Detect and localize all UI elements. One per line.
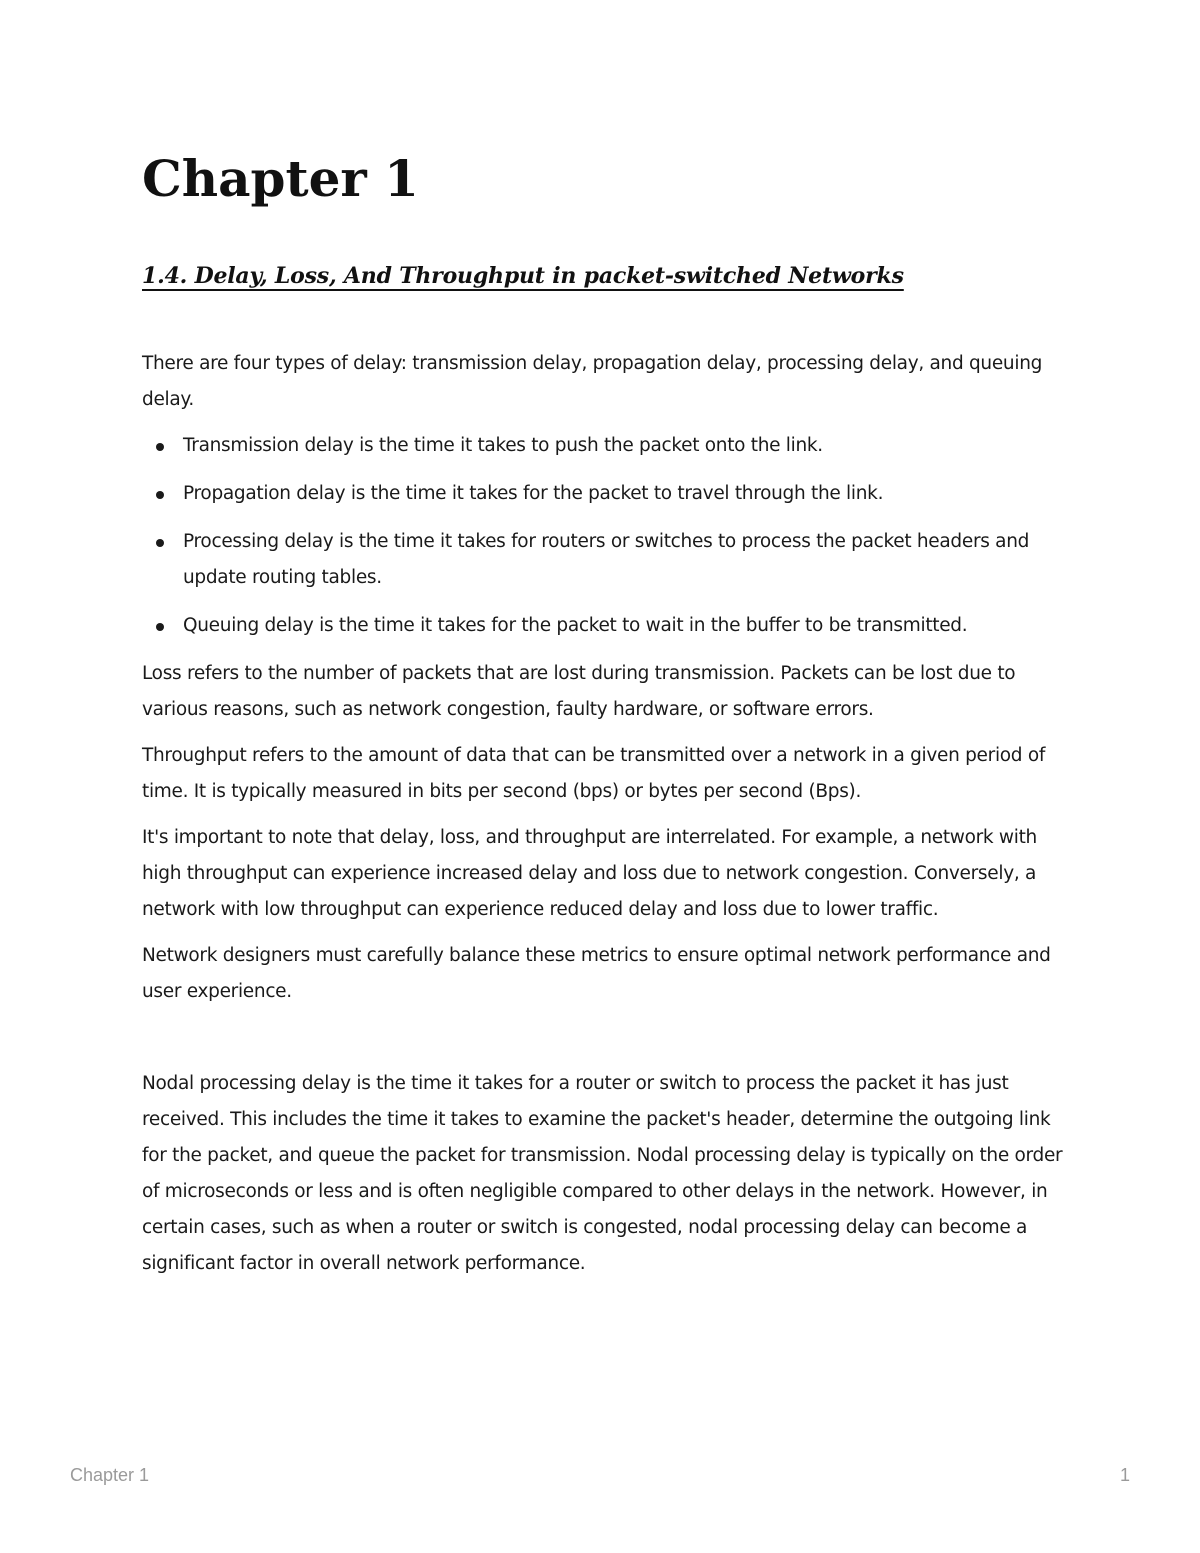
throughput-paragraph: Throughput refers to the amount of data that can be transmitted over a network in a given period of time. It is typically measured in bits per second (bps) or bytes per second (Bps). [142,745,1046,802]
list-item-text: Queuing delay is the time it takes for the packet to wait in the buffer to be transmitted. [183,615,968,636]
bullet-icon [156,539,164,547]
page-content [142,140,1067,1282]
bullet-icon [156,623,164,631]
loss-paragraph: Loss refers to the number of packets that are lost during transmission. Packets can be lost due to various reasons, such as network congestion, faulty hardware, or software errors. [142,663,1016,720]
list-item [142,524,1067,596]
intro-paragraph: There are four types of delay: transmission delay, propagation delay, processing delay, and queuing delay. [142,353,1043,410]
nodal-delay-paragraph: Nodal processing delay is the time it takes for a router or switch to process the packet it has just received. This includes the time it takes to examine the packet's header, determine the outgoing link for the packet, and queue the packet for transmission. Nodal processing delay is typically on the order of microseconds or less and is often negligible compared to other delays in the network. However, in certain cases, such as when a router or switch is congested, nodal processing delay can become a significant factor in overall network performance. [142,1073,1063,1274]
designers-paragraph: Network designers must carefully balance these metrics to ensure optimal network performance and user experience. [142,945,1051,1002]
bullet-icon [156,443,164,451]
footer-chapter-label: Chapter 1 [70,1465,150,1485]
section-heading: 1.4. Delay, Loss, And Throughput in packet-switched Networks [142,263,904,289]
bullet-icon [156,491,164,499]
interrelated-paragraph: It's important to note that delay, loss, and throughput are interrelated. For example, a network with high throughput can experience increased delay and loss due to network congestion. Conversely, a network with low throughput can experience reduced delay and loss due to lower traffic. [142,827,1037,920]
delay-types-list [142,428,1067,644]
list-item [142,428,1067,464]
list-item [142,476,1067,512]
list-item [142,608,1067,644]
chapter-title: Chapter 1 [142,149,419,208]
list-item-text: Propagation delay is the time it takes for the packet to travel through the link. [183,483,884,504]
list-item-text: Processing delay is the time it takes for routers or switches to process the packet headers and update routing tables. [183,531,1030,588]
list-item-text: Transmission delay is the time it takes to push the packet onto the link. [183,435,823,456]
page-number: 1 [1119,1465,1130,1485]
